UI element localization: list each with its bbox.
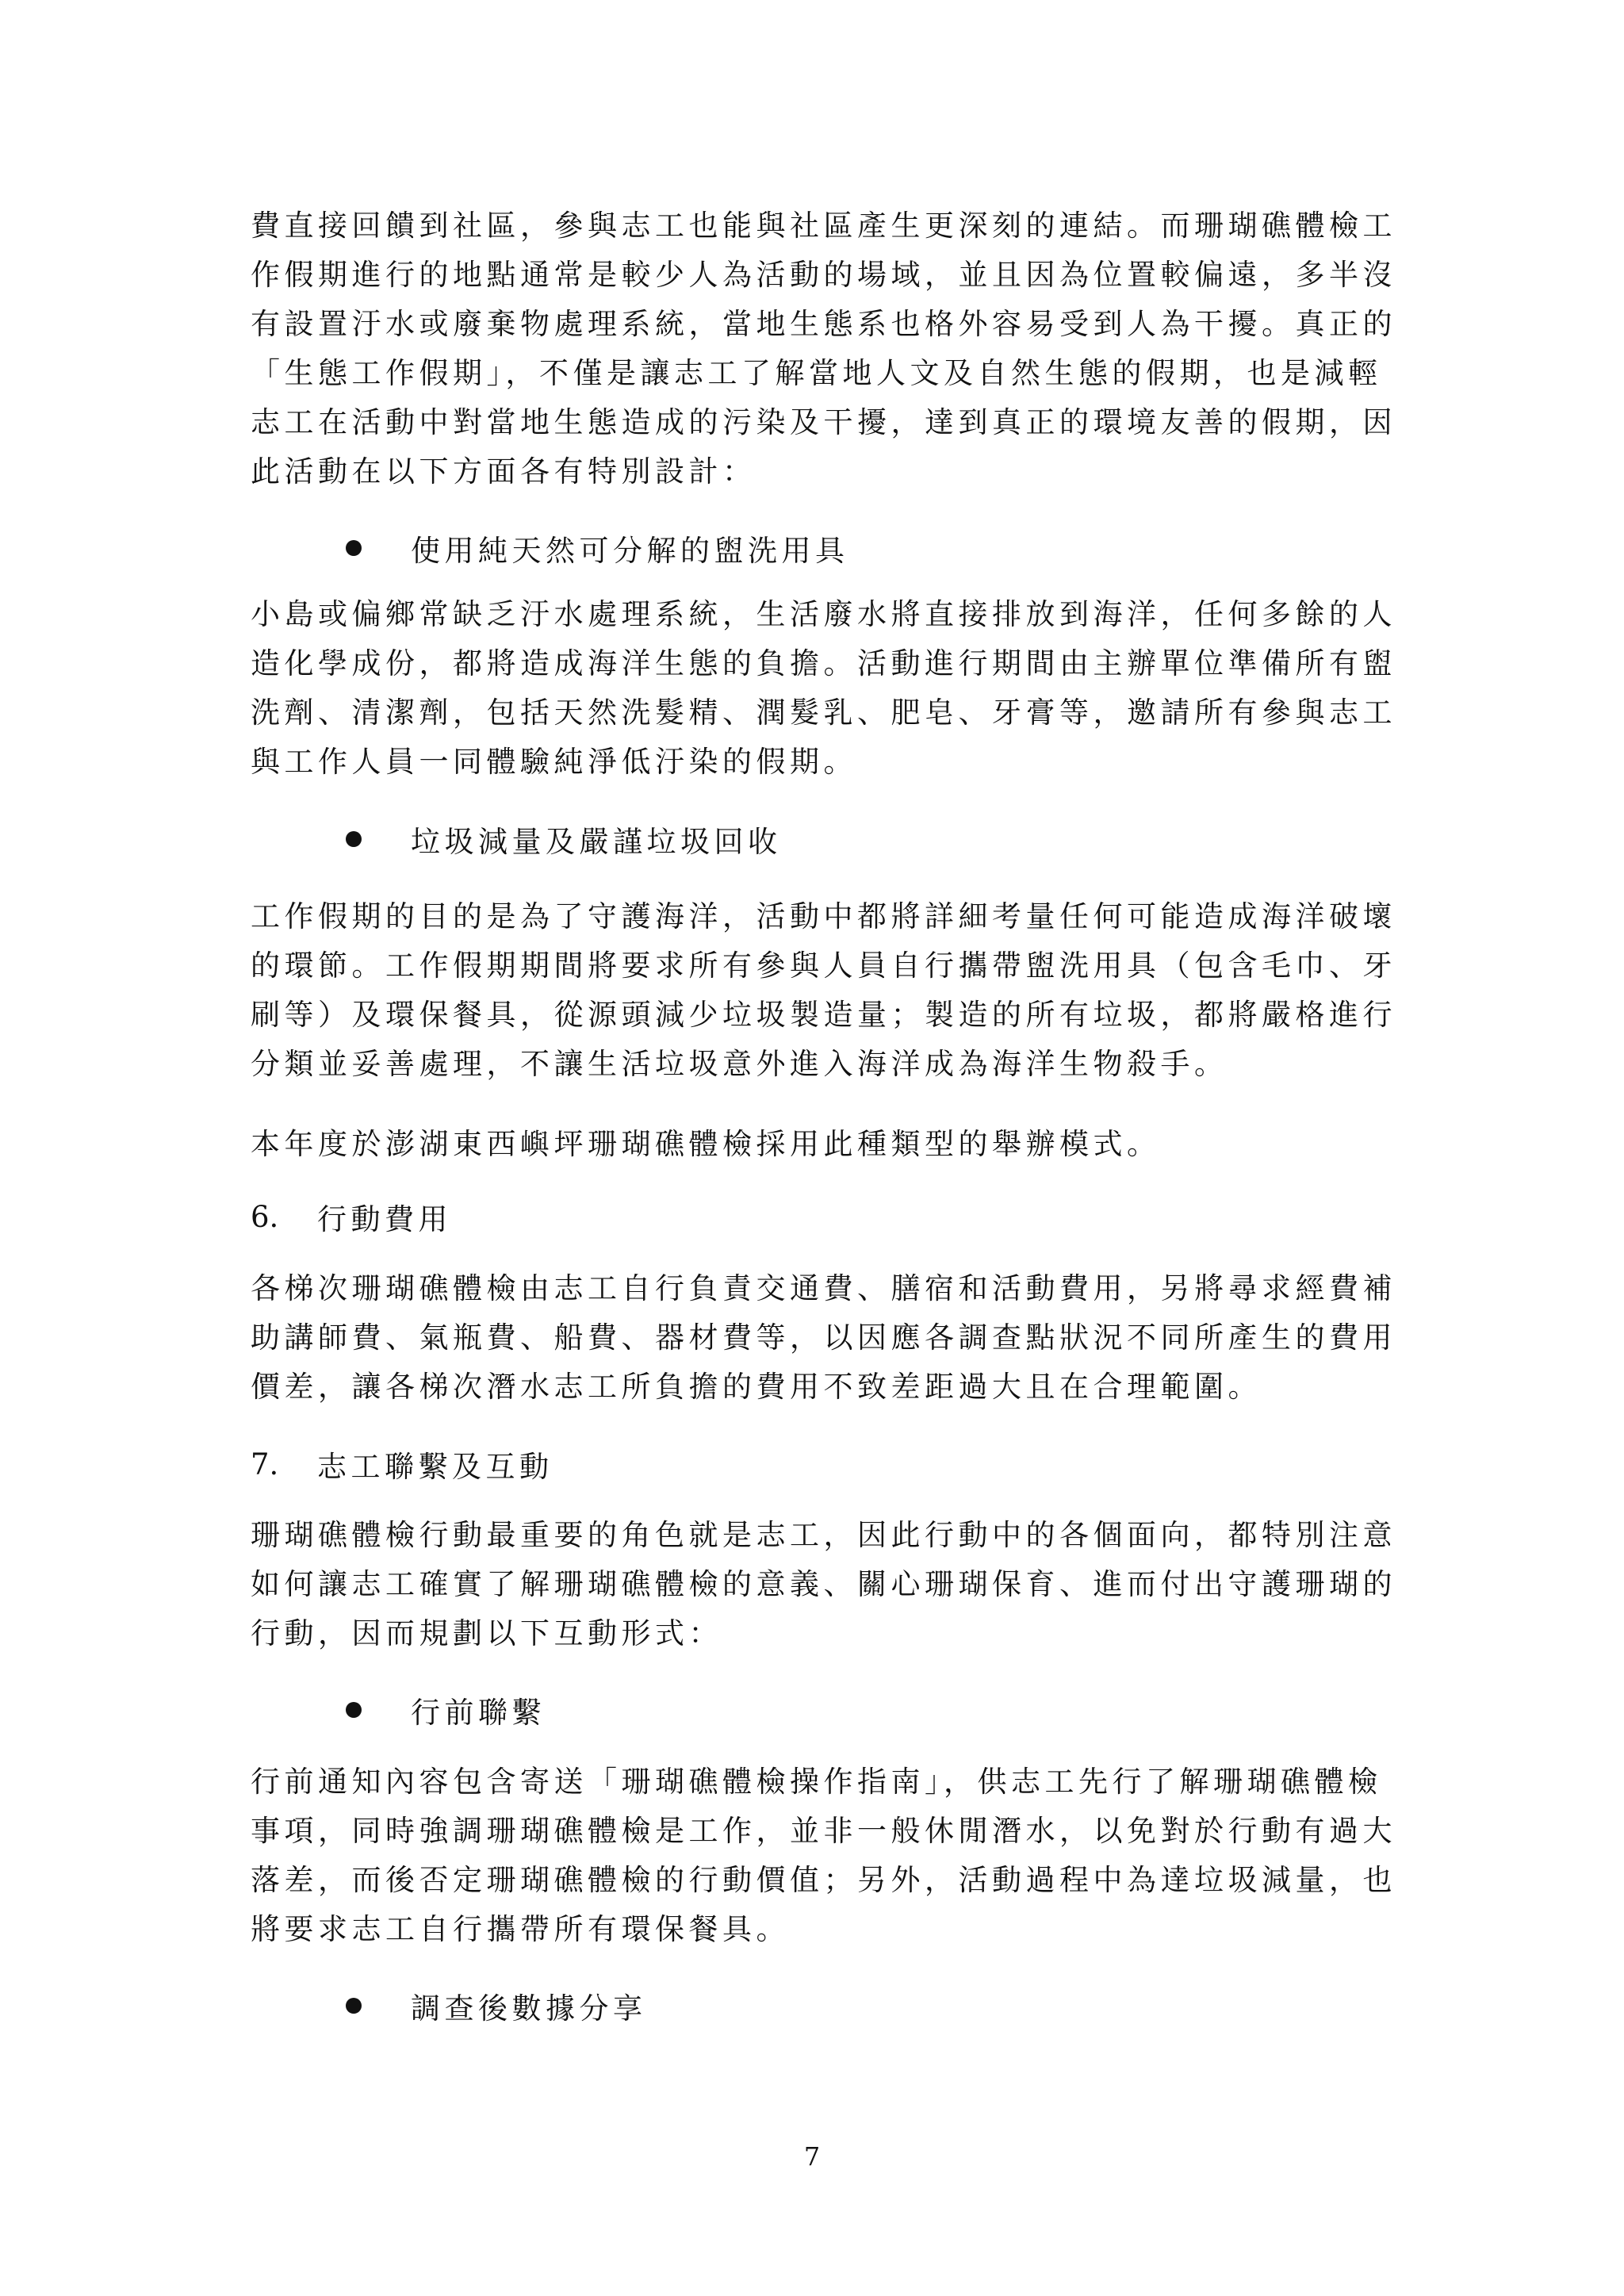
intro-paragraph bbox=[251, 201, 1396, 496]
text-line: 費直接回饋到社區，參與志工也能與社區產生更深刻的連結。而珊瑚礁體檢工 bbox=[251, 209, 1396, 243]
paragraph-wastewater bbox=[251, 590, 1396, 787]
section-title: 行動費用 bbox=[317, 1202, 452, 1236]
text-line: 各梯次珊瑚礁體檢由志工自行負責交通費、膳宿和活動費用，另將尋求經費補 bbox=[251, 1271, 1396, 1305]
bullet-dot-icon bbox=[346, 1702, 362, 1718]
bullet-dot-icon bbox=[346, 540, 362, 556]
page-number: 7 bbox=[803, 2141, 821, 2171]
bullet-item bbox=[346, 1685, 546, 1734]
bullet-dot-icon bbox=[346, 831, 362, 847]
paragraph-pre-trip bbox=[251, 1757, 1396, 1954]
text-line: 作假期進行的地點通常是較少人為活動的場域，並且因為位置較偏遠，多半沒 bbox=[251, 258, 1396, 292]
bullet-item bbox=[346, 523, 849, 573]
paragraph-volunteers bbox=[251, 1511, 1396, 1658]
bullet-text: 行前聯繫 bbox=[411, 1696, 546, 1730]
text-line: 小島或偏鄉常缺乏汙水處理系統，生活廢水將直接排放到海洋，任何多餘的人 bbox=[251, 597, 1396, 631]
bullet-text: 調查後數據分享 bbox=[411, 1991, 647, 2026]
text-line: 有設置汙水或廢棄物處理系統，當地生態系也格外容易受到人為干擾。真正的 bbox=[251, 307, 1396, 341]
paragraph-this-year bbox=[251, 1120, 1377, 1169]
text-line: 本年度於澎湖東西嶼坪珊瑚礁體檢採用此種類型的舉辦模式。 bbox=[251, 1127, 1161, 1161]
bullet-text: 使用純天然可分解的盥洗用具 bbox=[411, 534, 849, 568]
text-line: 價差，讓各梯次潛水志工所負擔的費用不致差距過大且在合理範圍。 bbox=[251, 1370, 1262, 1404]
section-heading-6 bbox=[251, 1192, 452, 1241]
section-number: 6. bbox=[251, 1199, 279, 1234]
bullet-item bbox=[346, 1981, 647, 2030]
bullet-item bbox=[346, 815, 782, 864]
text-line: 的環節。工作假期期間將要求所有參與人員自行攜帶盥洗用具（包含毛巾、牙 bbox=[251, 949, 1396, 983]
text-line: 助講師費、氣瓶費、船費、器材費等，以因應各調查點狀況不同所產生的費用 bbox=[251, 1320, 1396, 1355]
text-line: 此活動在以下方面各有特別設計： bbox=[251, 454, 756, 489]
text-line: 志工在活動中對當地生態造成的污染及干擾，達到真正的環境友善的假期，因 bbox=[251, 405, 1396, 439]
text-line: 洗劑、清潔劑，包括天然洗髮精、潤髮乳、肥皂、牙膏等，邀請所有參與志工 bbox=[251, 696, 1396, 730]
text-line: 與工作人員一同體驗純淨低汙染的假期。 bbox=[251, 745, 857, 779]
section-number: 7. bbox=[251, 1447, 279, 1481]
text-line: 刷等）及環保餐具，從源頭減少垃圾製造量；製造的所有垃圾，都將嚴格進行 bbox=[251, 998, 1396, 1032]
text-line: 事項，同時強調珊瑚礁體檢是工作，並非一般休閒潛水，以免對於行動有過大 bbox=[251, 1814, 1396, 1848]
text-line: 分類並妥善處理，不讓生活垃圾意外進入海洋成為海洋生物殺手。 bbox=[251, 1047, 1228, 1081]
text-line: 行動，因而規劃以下互動形式： bbox=[251, 1616, 722, 1650]
bullet-dot-icon bbox=[346, 1998, 362, 2014]
paragraph-costs bbox=[251, 1264, 1396, 1412]
text-line: 落差，而後否定珊瑚礁體檢的行動價值；另外，活動過程中為達垃圾減量，也 bbox=[251, 1863, 1396, 1897]
text-line: 「生態工作假期」，不僅是讓志工了解當地人文及自然生態的假期，也是減輕 bbox=[251, 356, 1382, 390]
bullet-text: 垃圾減量及嚴謹垃圾回收 bbox=[411, 825, 782, 859]
section-heading-7 bbox=[251, 1439, 553, 1489]
text-line: 造化學成份，都將造成海洋生態的負擔。活動進行期間由主辦單位準備所有盥 bbox=[251, 646, 1396, 680]
text-line: 如何讓志工確實了解珊瑚礁體檢的意義、關心珊瑚保育、進而付出守護珊瑚的 bbox=[251, 1567, 1396, 1601]
section-title: 志工聯繫及互動 bbox=[317, 1450, 553, 1484]
text-line: 行前通知內容包含寄送「珊瑚礁體檢操作指南」，供志工先行了解珊瑚礁體檢 bbox=[251, 1765, 1382, 1799]
paragraph-waste-reduction bbox=[251, 892, 1396, 1089]
text-line: 將要求志工自行攜帶所有環保餐具。 bbox=[251, 1912, 790, 1946]
text-line: 珊瑚礁體檢行動最重要的角色就是志工，因此行動中的各個面向，都特別注意 bbox=[251, 1518, 1396, 1552]
text-line: 工作假期的目的是為了守護海洋，活動中都將詳細考量任何可能造成海洋破壞 bbox=[251, 899, 1396, 933]
